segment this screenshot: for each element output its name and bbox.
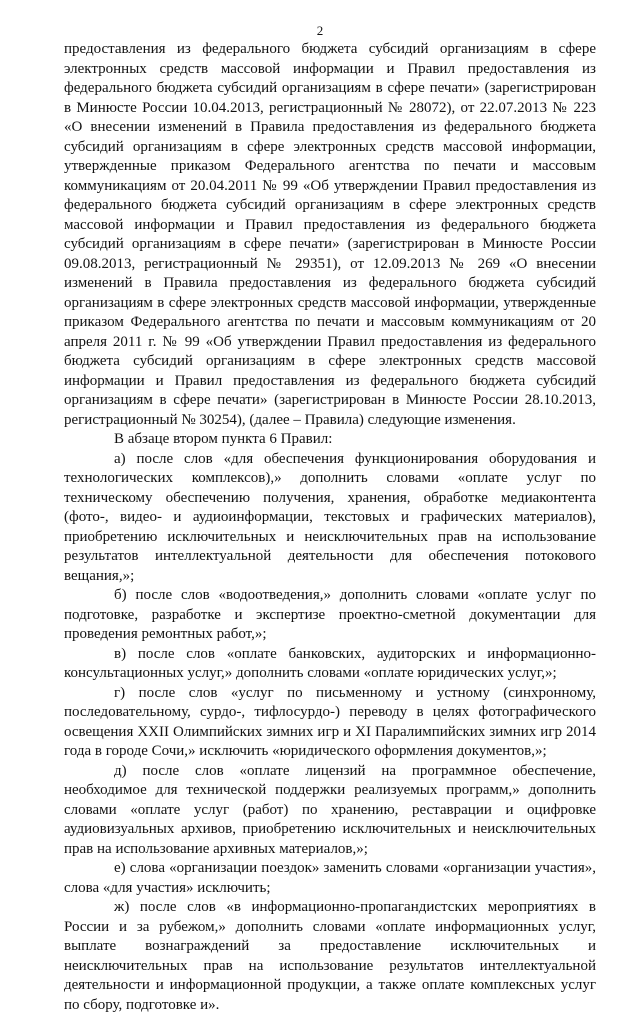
paragraph-item-e: е) слова «организации поездок» заменить словами «организации участия», слова «для участия» исключить; (64, 860, 596, 896)
page-number: 2 (316, 23, 324, 38)
paragraph-intro: предоставления из федерального бюджета субсидий организациям в сфере электронных средств массовой информации и Правил предоставления из федерального бюджета субсидий организациям в сфере печати» (зарегистрирован в Минюсте России 10.04.2013, регистрационный № 28072), от 22.07.2013 № 223 «О внесении изменений в Правила предоставления из федерального бюджета субсидий организациям в сфере электронных средств массовой информации, утвержденные приказом Федерального агентства по печати и массовым коммуникациям от 20.04.2011 № 99 «Об утверждении Правил предоставления из федерального бюджета субсидий организациям в сфере электронных средств массовой информации и Правил предоставления из федерального бюджета субсидий организациям в сфере печати» (зарегистрирован в Минюсте России 09.08.2013, регистрационный № 29351), от 12.09.2013 № 269 «О внесении изменений в Правила предоставления из федерального бюджета субсидий организациям в сфере электронных средств массовой информации, утвержденные приказом Федерального агентства по печати и массовым коммуникациям от 20 апреля 2011 г. № 99 «Об утверждении Правил предоставления из федерального бюджета субсидий организациям в сфере электронных средств массовой информации и Правил предоставления из федерального бюджета субсидий организациям в сфере печати» (зарегистрирован в Минюсте России 28.10.2013, регистрационный № 30254), (далее – Правила) следующие изменения. (64, 41, 596, 428)
paragraph-item-g: г) после слов «услуг по письменному и устному (синхронному, последовательному, сурдо-, тифлосурдо-) переводу в целях фотографического освещения XXII Олимпийских зимних игр и XI Паралимпийских зимних игр 2014 года в городе Сочи,» исключить «юридического оформления документов,»; (64, 684, 596, 759)
paragraph-clause-6: В абзаце втором пункта 6 Правил: (114, 431, 333, 447)
document-body (64, 40, 596, 1015)
paragraph-item-zh: ж) после слов «в информационно-пропагандистских мероприятиях в России и за рубежом,» дополнить словами «оплате информационных услуг, выплате вознаграждений за предоставление исключительных и неисключительных прав на использование результатов интеллектуальной деятельности и информационной продукции, а также оплате комплексных услуг по сбору, подготовке и». (64, 899, 596, 1013)
paragraph-item-b: б) после слов «водоотведения,» дополнить словами «оплате услуг по подготовке, разработке и экспертизе проектно-сметной документации для проведения ремонтных работ,»; (64, 587, 596, 642)
paragraph-item-a: а) после слов «для обеспечения функционирования оборудования и технологических комплексов),» дополнить словами «оплате услуг по техническому обеспечению получения, хранения, обработке медиаконтента (фото-, видео- и аудиоинформации, текстовых и графических материалов), приобретению исключительных и неисключительных прав на использование результатов интеллектуальной деятельности для обеспечения потокового вещания,»; (64, 450, 596, 584)
paragraph-item-v: в) после слов «оплате банковских, аудиторских и информационно-консультационных услуг,» дополнить словами «оплате юридических услуг,»; (64, 645, 596, 681)
paragraph-item-d: д) после слов «оплате лицензий на программное обеспечение, необходимое для технической поддержки реализуемых программ,» дополнить словами «оплате услуг (работ) по хранению, реставрации и оцифровке аудиовизуальных архивов, приобретению исключительных и неисключительных прав на использование архивных материалов,»; (64, 762, 596, 857)
